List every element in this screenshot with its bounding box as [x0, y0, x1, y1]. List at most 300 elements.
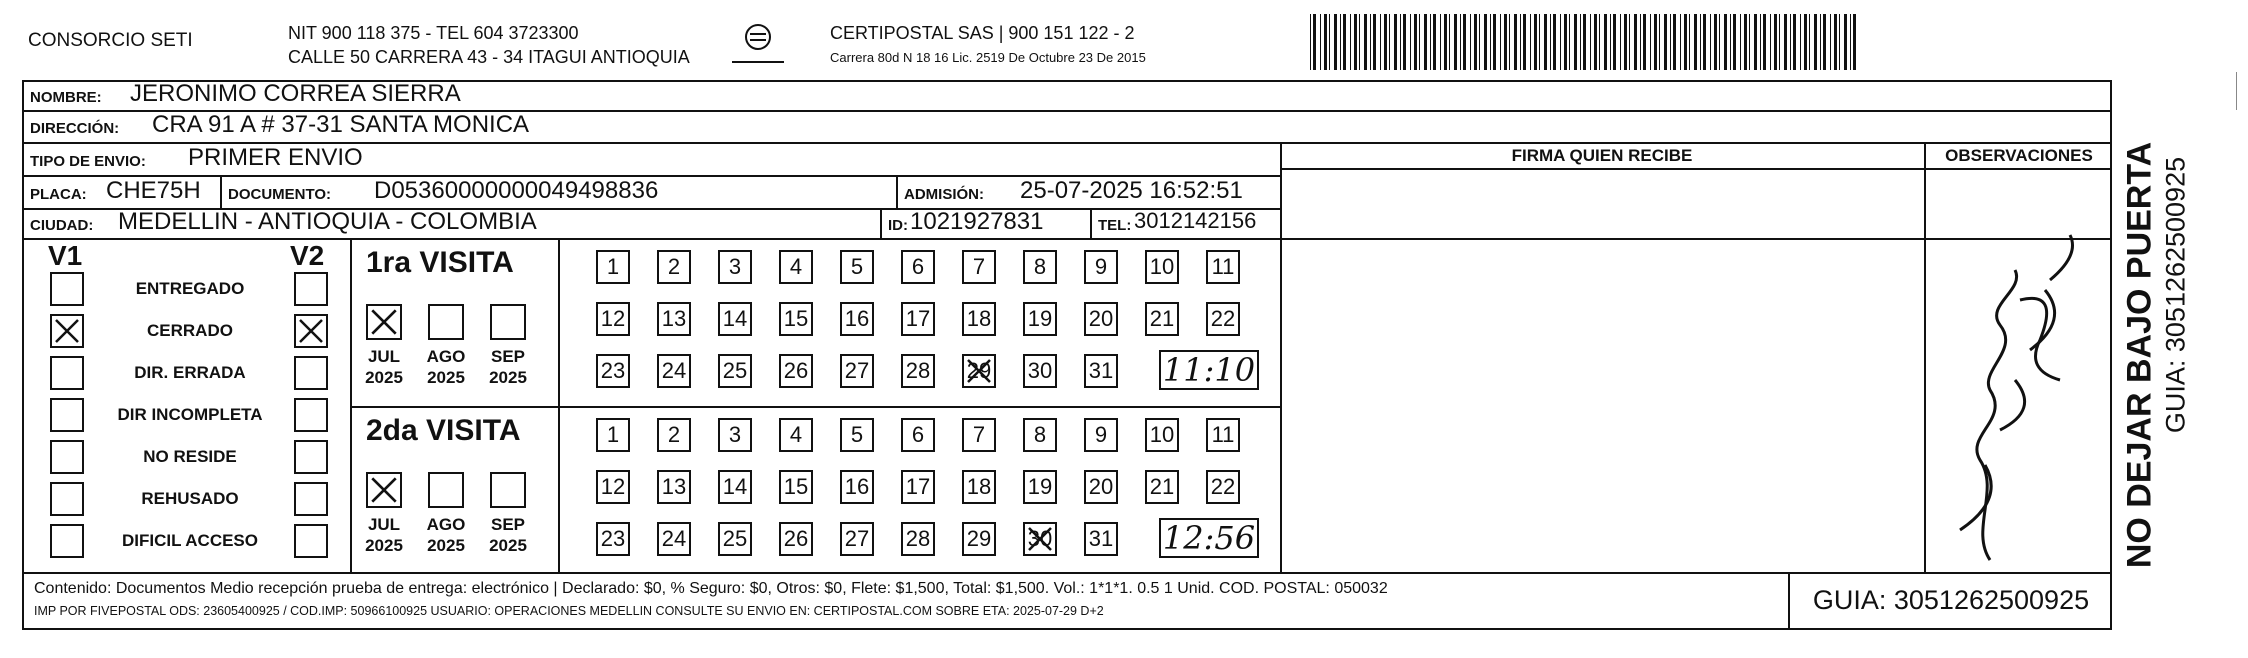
- v1-status-checkbox[interactable]: [50, 524, 84, 558]
- day-number: 26: [783, 358, 809, 383]
- v1-status-checkbox[interactable]: [50, 314, 84, 348]
- v2-status-checkbox[interactable]: [294, 398, 328, 432]
- barcode-bar: [1389, 14, 1390, 70]
- v2-status-checkbox[interactable]: [294, 356, 328, 390]
- visit-day-box[interactable]: [901, 522, 935, 556]
- carrier-license: Carrera 80d N 18 16 Lic. 2519 De Octubre 23 De 2015: [830, 50, 1146, 65]
- day-number: 13: [661, 474, 687, 499]
- barcode-bar: [1613, 14, 1616, 70]
- barcode-bar: [1629, 14, 1630, 70]
- day-number: 1: [606, 254, 620, 279]
- check-x-mark: [52, 316, 82, 346]
- barcode-bar: [1754, 14, 1757, 70]
- admision-label: ADMISIÓN:: [904, 186, 984, 203]
- visit-day-box[interactable]: [962, 302, 996, 336]
- visit-month-checkbox[interactable]: [428, 304, 464, 340]
- visit-day-box[interactable]: [962, 522, 996, 556]
- day-number: 31: [1088, 358, 1114, 383]
- tipo-envio-label: TIPO DE ENVIO:: [30, 153, 146, 170]
- visit-day-box[interactable]: [1023, 418, 1057, 452]
- v2-status-checkbox[interactable]: [294, 440, 328, 474]
- barcode-bar: [1329, 14, 1330, 70]
- barcode-bar: [1793, 14, 1796, 70]
- barcode-bar: [1643, 14, 1646, 70]
- visit-day-box[interactable]: [1023, 250, 1057, 284]
- day-number: 24: [661, 358, 687, 383]
- barcode-bar: [1440, 14, 1441, 70]
- day-number: 19: [1027, 474, 1053, 499]
- barcode-bar: [1463, 14, 1466, 70]
- day-number: 7: [972, 254, 986, 279]
- visit-time: 12:56: [1159, 518, 1259, 558]
- day-number: 9: [1094, 254, 1108, 279]
- side-text: [2114, 80, 2194, 630]
- barcode-bar: [1853, 14, 1856, 70]
- visit-day-box[interactable]: [1084, 250, 1118, 284]
- visit-day-box[interactable]: [718, 302, 752, 336]
- visit-month-label: [478, 346, 538, 388]
- day-number: 29: [966, 526, 992, 551]
- visit-month-checkbox[interactable]: [366, 304, 402, 340]
- recipient-signature: [1930, 230, 2100, 570]
- barcode-bar: [1574, 14, 1577, 70]
- day-number: 9: [1094, 422, 1108, 447]
- day-number: 17: [905, 474, 931, 499]
- barcode-bar: [1380, 14, 1381, 70]
- visit-day-box[interactable]: [779, 418, 813, 452]
- day-number: 2: [667, 254, 681, 279]
- visit-day-box[interactable]: [779, 250, 813, 284]
- barcode-bar: [1583, 14, 1586, 70]
- day-number: 17: [905, 306, 931, 331]
- barcode-bar: [1839, 14, 1840, 70]
- visit-day-box[interactable]: [657, 354, 691, 388]
- barcode-bar: [1784, 14, 1787, 70]
- day-number: 1: [606, 422, 620, 447]
- barcode-bar: [1664, 14, 1667, 70]
- barcode-bar: [1814, 14, 1817, 70]
- v1-status-checkbox[interactable]: [50, 398, 84, 432]
- barcode-bar: [1724, 14, 1727, 70]
- barcode-bar: [1530, 14, 1531, 70]
- day-number: 14: [722, 306, 748, 331]
- status-option-label: DIR. ERRADA: [134, 363, 246, 382]
- visit-day-box[interactable]: [1084, 354, 1118, 388]
- barcode-bar: [1479, 14, 1480, 70]
- visit-day-box[interactable]: [1145, 418, 1179, 452]
- month-year: 2025: [365, 368, 403, 387]
- barcode-bar: [1680, 14, 1681, 70]
- visit-day-box[interactable]: [962, 250, 996, 284]
- check-x-mark: [296, 316, 326, 346]
- month-year: 2025: [427, 536, 465, 555]
- day-number: 27: [844, 358, 870, 383]
- footer-imp: IMP POR FIVEPOSTAL ODS: 23605400925 / COD.IMP: 50966100925 USUARIO: OPERACIONES MEDELLIN CONSULTE SU ENVIO EN: CERTIPOSTAL.COM SOBRE ETA: 2025-07-29 D+2: [34, 604, 1104, 618]
- barcode-bar: [1364, 14, 1367, 70]
- barcode-bar: [1640, 14, 1641, 70]
- day-number: 14: [722, 474, 748, 499]
- visit-day-box[interactable]: [779, 354, 813, 388]
- status-option-label: DIFICIL ACCESO: [121, 531, 258, 550]
- day-number: 28: [905, 526, 931, 551]
- tipo-envio-value: PRIMER ENVIO: [188, 144, 363, 171]
- barcode-bar: [1730, 14, 1731, 70]
- barcode-bar: [1749, 14, 1750, 70]
- barcode-bar: [1844, 14, 1847, 70]
- visit-month-checkbox[interactable]: [428, 472, 464, 508]
- v2-header: V2: [290, 240, 325, 271]
- visit-day-box[interactable]: [596, 302, 630, 336]
- barcode-bar: [1424, 14, 1427, 70]
- barcode-bar: [1553, 14, 1556, 70]
- barcode-bar: [1684, 14, 1687, 70]
- barcode-bar: [1313, 14, 1316, 70]
- visit-day-box[interactable]: [718, 354, 752, 388]
- company-address: CALLE 50 CARRERA 43 - 34 ITAGUI ANTIOQUIA: [288, 47, 690, 67]
- day-number: 23: [600, 358, 626, 383]
- barcode-bar: [1509, 14, 1510, 70]
- barcode-bar: [1820, 14, 1821, 70]
- visit-day-box[interactable]: [657, 302, 691, 336]
- day-number: 25: [722, 358, 748, 383]
- v1-status-checkbox[interactable]: [50, 440, 84, 474]
- barcode-bar: [1624, 14, 1627, 70]
- barcode-bar: [1460, 14, 1461, 70]
- day-number: 11: [1211, 422, 1235, 447]
- day-number: 20: [1088, 474, 1114, 499]
- visit-month-checkbox[interactable]: [366, 472, 402, 508]
- day-number: 27: [844, 526, 870, 551]
- barcode-bar: [1534, 14, 1537, 70]
- day-number: 4: [789, 422, 803, 447]
- footer-guia: GUIA: 3051262500925: [1812, 585, 2090, 615]
- barcode-bar: [1650, 14, 1651, 70]
- day-number: 21: [1149, 474, 1175, 499]
- day-number: 8: [1033, 254, 1047, 279]
- day-number: 20: [1088, 306, 1114, 331]
- barcode-bar: [1493, 14, 1496, 70]
- barcode-bar: [1484, 14, 1487, 70]
- day-number: 16: [844, 306, 870, 331]
- barcode-bar: [1343, 14, 1346, 70]
- direccion-label: DIRECCIÓN:: [30, 120, 120, 137]
- barcode-bar: [1580, 14, 1581, 70]
- barcode-bar: [1809, 14, 1810, 70]
- id-label: ID:: [888, 217, 908, 234]
- v1-header: V1: [48, 240, 83, 271]
- barcode-bar: [1520, 14, 1521, 70]
- barcode-bar: [1740, 14, 1741, 70]
- barcode-bar: [1700, 14, 1701, 70]
- day-number: 5: [850, 254, 864, 279]
- direccion-value: CRA 91 A # 37-31 SANTA MONICA: [152, 111, 530, 138]
- barcode-bar: [1403, 14, 1406, 70]
- barcode-bar: [1719, 14, 1720, 70]
- barcode-bar: [1694, 14, 1697, 70]
- day-number: 25: [722, 526, 748, 551]
- visit-day-box[interactable]: [779, 470, 813, 504]
- month-name: SEP: [490, 515, 526, 534]
- placa-label: PLACA:: [30, 186, 87, 203]
- month-name: SEP: [490, 347, 526, 366]
- day-number: 28: [905, 358, 931, 383]
- barcode-bar: [1714, 14, 1717, 70]
- visit-day-box[interactable]: [962, 354, 996, 388]
- month-name: JUL: [367, 515, 401, 534]
- v1-status-checkbox[interactable]: [50, 482, 84, 516]
- visit-day-box[interactable]: [596, 470, 630, 504]
- firma-header: FIRMA QUIEN RECIBE: [1511, 146, 1693, 165]
- barcode-bar: [1710, 14, 1711, 70]
- day-number: 19: [1027, 306, 1053, 331]
- observaciones-header: OBSERVACIONES: [1945, 146, 2093, 165]
- v2-status-checkbox[interactable]: [294, 524, 328, 558]
- company-name: CONSORCIO SETI: [28, 30, 193, 51]
- visit-day-box[interactable]: [596, 354, 630, 388]
- barcode-bar: [1523, 14, 1526, 70]
- month-year: 2025: [489, 536, 527, 555]
- visit-day-box[interactable]: [1145, 250, 1179, 284]
- day-number: 18: [966, 306, 992, 331]
- barcode-bar: [1779, 14, 1780, 70]
- barcode-bar: [1550, 14, 1551, 70]
- status-option-label: CERRADO: [147, 321, 233, 340]
- barcode-bar: [1599, 14, 1600, 70]
- month-year: 2025: [365, 536, 403, 555]
- carrier-name: CERTIPOSTAL SAS | 900 151 122 - 2: [830, 23, 1135, 43]
- barcode-bar: [1763, 14, 1766, 70]
- visit-day-box[interactable]: [962, 418, 996, 452]
- status-option-label: REHUSADO: [141, 489, 239, 508]
- visit-day-box[interactable]: [901, 302, 935, 336]
- visit-day-box[interactable]: [718, 470, 752, 504]
- visit-day-box[interactable]: [596, 250, 630, 284]
- barcode-bar: [1474, 14, 1477, 70]
- day-number: 30: [1027, 358, 1053, 383]
- barcode-bar: [1454, 14, 1457, 70]
- check-x-mark: [1025, 524, 1055, 554]
- visit-day-box[interactable]: [1084, 418, 1118, 452]
- barcode: [1310, 14, 1860, 70]
- barcode-bar: [1689, 14, 1690, 70]
- visit-day-box[interactable]: [1206, 418, 1240, 452]
- barcode-bar: [1564, 14, 1567, 70]
- visit-title: 1ra VISITA: [366, 246, 514, 279]
- day-number: 16: [844, 474, 870, 499]
- visit-day-box[interactable]: [1023, 302, 1057, 336]
- day-number: 26: [783, 526, 809, 551]
- barcode-bar: [1350, 14, 1351, 70]
- barcode-bar: [1620, 14, 1621, 70]
- id-value: 1021927831: [910, 208, 1044, 235]
- day-number: 4: [789, 254, 803, 279]
- visit-day-box[interactable]: [840, 522, 874, 556]
- barcode-bar: [1744, 14, 1747, 70]
- day-number: 13: [661, 306, 687, 331]
- barcode-bar: [1410, 14, 1411, 70]
- visit-day-box[interactable]: [1023, 354, 1057, 388]
- day-number: 30: [1027, 526, 1053, 551]
- side-warning: NO DEJAR BAJO PUERTA: [2120, 141, 2159, 569]
- visit-day-box[interactable]: [657, 470, 691, 504]
- visit-month-label: [478, 514, 538, 556]
- visit-day-box[interactable]: [901, 250, 935, 284]
- visit-day-box[interactable]: [840, 354, 874, 388]
- barcode-bar: [1760, 14, 1761, 70]
- tel-value: 3012142156: [1134, 208, 1257, 233]
- barcode-bar: [1569, 14, 1570, 70]
- visit-day-box[interactable]: [657, 250, 691, 284]
- visit-day-box[interactable]: [840, 302, 874, 336]
- barcode-bar: [1414, 14, 1417, 70]
- page-edge-mark: [2236, 72, 2237, 110]
- day-number: 10: [1149, 254, 1175, 279]
- visit-day-box[interactable]: [657, 418, 691, 452]
- visit-day-box[interactable]: [1084, 302, 1118, 336]
- v2-status-checkbox[interactable]: [294, 482, 328, 516]
- ciudad-value: MEDELLIN - ANTIOQUIA - COLOMBIA: [118, 208, 537, 235]
- status-option-label: NO RESIDE: [143, 447, 237, 466]
- visit-time: 11:10: [1159, 350, 1259, 390]
- day-number: 11: [1211, 254, 1235, 279]
- barcode-bar: [1354, 14, 1357, 70]
- visit-month-checkbox[interactable]: [490, 304, 526, 340]
- tel-label: TEL:: [1098, 217, 1132, 234]
- ciudad-label: CIUDAD:: [30, 217, 94, 234]
- day-number: 22: [1210, 474, 1236, 499]
- barcode-bar: [1419, 14, 1420, 70]
- visit-title: 2da VISITA: [366, 414, 521, 447]
- barcode-bar: [1830, 14, 1831, 70]
- day-number: 22: [1210, 306, 1236, 331]
- barcode-bar: [1470, 14, 1471, 70]
- visit-day-box[interactable]: [718, 250, 752, 284]
- barcode-bar: [1594, 14, 1597, 70]
- barcode-bar: [1500, 14, 1501, 70]
- visit-month-label: [416, 514, 476, 556]
- visit-day-box[interactable]: [840, 250, 874, 284]
- barcode-bar: [1733, 14, 1736, 70]
- visit-day-box[interactable]: [1084, 522, 1118, 556]
- day-number: 8: [1033, 422, 1047, 447]
- barcode-bar: [1324, 14, 1327, 70]
- barcode-bar: [1384, 14, 1387, 70]
- day-number: 12: [600, 306, 626, 331]
- visit-day-box[interactable]: [718, 522, 752, 556]
- visit-day-box[interactable]: [779, 302, 813, 336]
- footer-contenido: Contenido: Documentos Medio recepción prueba de entrega: electrónico | Declarado: $0, % Seguro: $0, Otros: $0, Flete: $1,500, Total: $1,500. Vol.: 1*1*1. 0.5 1 Unid. COD. POSTAL: 050032: [34, 580, 1388, 597]
- visit-day-box[interactable]: [1206, 302, 1240, 336]
- status-option-label: ENTREGADO: [135, 279, 245, 298]
- day-number: 23: [600, 526, 626, 551]
- day-number: 2: [667, 422, 681, 447]
- visit-day-box[interactable]: [901, 354, 935, 388]
- visit-day-box[interactable]: [596, 418, 630, 452]
- v2-status-checkbox[interactable]: [294, 272, 328, 306]
- visit-day-box[interactable]: [657, 522, 691, 556]
- visit-day-box[interactable]: [1206, 470, 1240, 504]
- barcode-bar: [1634, 14, 1637, 70]
- barcode-bar: [1310, 14, 1311, 70]
- barcode-bar: [1770, 14, 1771, 70]
- visit-day-box[interactable]: [596, 522, 630, 556]
- barcode-bar: [1659, 14, 1660, 70]
- visit-day-box[interactable]: [1084, 470, 1118, 504]
- barcode-bar: [1703, 14, 1706, 70]
- month-year: 2025: [427, 368, 465, 387]
- nombre-value: JERONIMO CORREA SIERRA: [130, 80, 461, 107]
- visit-day-box[interactable]: [779, 522, 813, 556]
- barcode-bar: [1444, 14, 1447, 70]
- visit-day-box[interactable]: [901, 470, 935, 504]
- barcode-bar: [1590, 14, 1591, 70]
- barcode-bar: [1433, 14, 1436, 70]
- barcode-bar: [1400, 14, 1401, 70]
- visit-day-box[interactable]: [1145, 470, 1179, 504]
- day-number: 7: [972, 422, 986, 447]
- barcode-bar: [1514, 14, 1517, 70]
- barcode-bar: [1334, 14, 1337, 70]
- check-x-mark: [368, 474, 400, 506]
- visit-day-box[interactable]: [962, 470, 996, 504]
- month-name: AGO: [426, 515, 466, 534]
- barcode-bar: [1320, 14, 1321, 70]
- visit-day-box[interactable]: [718, 418, 752, 452]
- barcode-bar: [1373, 14, 1376, 70]
- barcode-bar: [1340, 14, 1341, 70]
- barcode-bar: [1359, 14, 1360, 70]
- barcode-bar: [1430, 14, 1431, 70]
- day-number: 21: [1149, 306, 1175, 331]
- v1-status-checkbox[interactable]: [50, 356, 84, 390]
- month-name: AGO: [426, 347, 466, 366]
- barcode-bar: [1370, 14, 1371, 70]
- v2-status-checkbox[interactable]: [294, 314, 328, 348]
- visit-day-box[interactable]: [901, 418, 935, 452]
- certipostal-logo: [728, 22, 788, 68]
- visit-day-box[interactable]: [1023, 470, 1057, 504]
- check-x-mark: [368, 306, 400, 338]
- nombre-label: NOMBRE:: [30, 89, 102, 106]
- visit-month-label: [354, 514, 414, 556]
- day-number: 6: [911, 422, 925, 447]
- day-number: 10: [1149, 422, 1175, 447]
- barcode-bar: [1654, 14, 1657, 70]
- visit-day-box[interactable]: [1206, 250, 1240, 284]
- company-nit: NIT 900 118 375 - TEL 604 3723300: [288, 23, 579, 43]
- barcode-bar: [1610, 14, 1611, 70]
- barcode-bar: [1804, 14, 1807, 70]
- day-number: 24: [661, 526, 687, 551]
- barcode-bar: [1774, 14, 1777, 70]
- month-year: 2025: [489, 368, 527, 387]
- visit-day-box[interactable]: [840, 418, 874, 452]
- visit-day-box[interactable]: [1145, 302, 1179, 336]
- day-number: 29: [966, 358, 992, 383]
- barcode-bar: [1790, 14, 1791, 70]
- v1-status-checkbox[interactable]: [50, 272, 84, 306]
- barcode-bar: [1504, 14, 1507, 70]
- barcode-bar: [1673, 14, 1676, 70]
- visit-month-checkbox[interactable]: [490, 472, 526, 508]
- barcode-bar: [1539, 14, 1540, 70]
- barcode-bar: [1823, 14, 1826, 70]
- documento-value: D05360000000049498836: [374, 177, 659, 204]
- day-number: 3: [728, 422, 742, 447]
- placa-value: CHE75H: [106, 177, 201, 204]
- visit-day-box[interactable]: [1023, 522, 1057, 556]
- visit-day-box[interactable]: [840, 470, 874, 504]
